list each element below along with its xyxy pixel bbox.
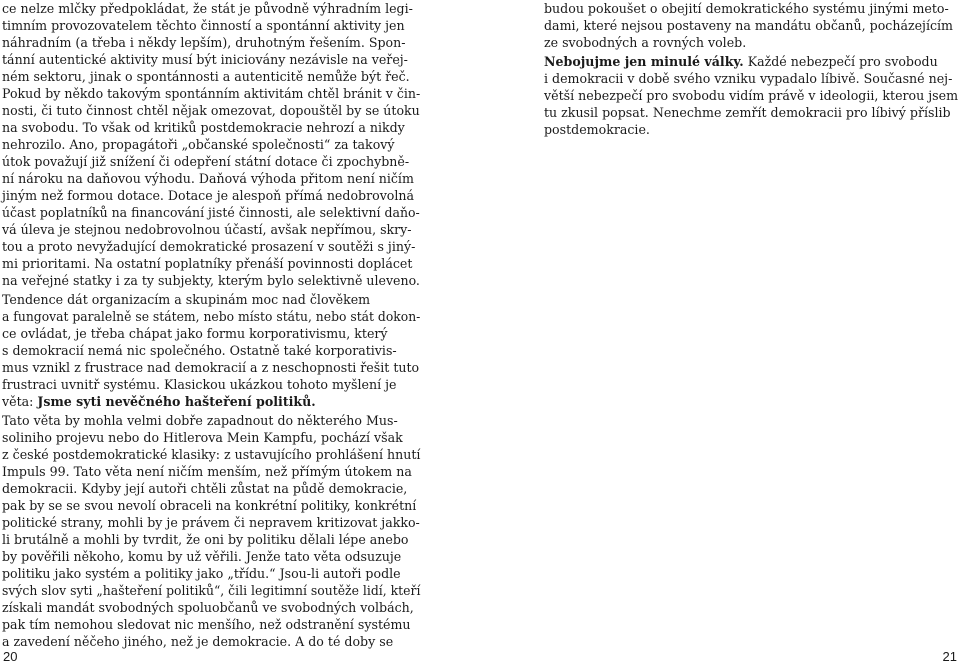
text-line: demokracii. Kdyby její autoři chtěli zůstat na půdě demokracie, <box>2 481 408 496</box>
text-line: soliniho projevu nebo do Hitlerova Mein Kampfu, pochází však <box>2 430 403 445</box>
text-line: vá úleva je stejnou nedobrovolnou účastí, avšak nepřímou, skry- <box>2 222 412 237</box>
text-line: ce ovládat, je třeba chápat jako formu korporativismu, který <box>2 326 388 341</box>
text-line: na veřejné statky i za ty subjekty, kterým bylo selektivně uleveno. <box>2 273 420 288</box>
text-line: budou pokoušet o obejití demokratického systému jinými meto- <box>544 1 949 16</box>
text-line: Tato věta by mohla velmi dobře zapadnout do některého Mus- <box>2 413 398 428</box>
text-line: a fungovat paralelně se státem, nebo místo státu, nebo stát dokon- <box>2 309 421 324</box>
text-line: tánní autentické aktivity musí být iniciovány nezávisle na veřej- <box>2 52 408 67</box>
text-line: frustraci uvnitř systému. Klasickou ukázkou tohoto myšlení je <box>2 377 397 392</box>
text-line: mi prioritami. Na ostatní poplatníky přenáší povinnosti doplácet <box>2 256 413 271</box>
text-line: postdemokracie. <box>544 122 650 137</box>
text-line: pak tím nemohou sledovat nic menšího, než odstranění systému <box>2 617 411 632</box>
text-line: timním provozovatelem těchto činností a spontánní aktivity jen <box>2 18 405 33</box>
page-number-right: 21 <box>942 649 957 664</box>
text-line: útok považují již snížení či odepření státní dotace či zpochybně- <box>2 154 410 169</box>
text-line: účast poplatníků na financování jisté činnosti, ale selektivní daňo- <box>2 205 420 220</box>
text-line: Pokud by někdo takovým spontánním aktivitám chtěl bránit v čin- <box>2 86 421 101</box>
text-line: mus vznikl z frustrace nad demokracií a z neschopnosti řešit tuto <box>2 360 420 375</box>
text-line: Impuls 99. Tato věta není ničím menším, než přímým útokem na <box>2 464 412 479</box>
text-line: li brutálně a mohli by tvrdit, že oni by politiku dělali lépe anebo <box>2 532 409 547</box>
text-line: i demokracii v době svého vzniku vypadalo líbivě. Současné nej- <box>544 71 953 86</box>
text-line: tu zkusil popsat. Nenechme zemřít demokracii pro líbivý příslib <box>544 105 951 120</box>
bold-quote: Jsme syti nevěčného hašteření politiků. <box>37 394 316 409</box>
text-line-with-heading <box>544 53 938 70</box>
text-line: svých slov syti „hašteření politiků“, čili legitimní soutěže lidí, kteří <box>2 583 421 598</box>
text-line: z české postdemokratické klasiky: z ustavujícího prohlášení hnutí <box>2 447 421 462</box>
text-line: jiným než formou dotace. Dotace je alespoň přímá nedobrovolná <box>2 188 415 203</box>
text-line: dami, které nejsou postaveny na mandátu občanů, pocházejícím <box>544 18 953 33</box>
text-line: ném sektoru, jinak o spontánnosti a autenticitě nemůže být řeč. <box>2 69 410 84</box>
text-line: ní nároku na daňovou výhodu. Daňová výhoda přitom není ničím <box>2 171 414 186</box>
text-line: politiku jako systém a politiky jako „třídu.“ Jsou-li autoři podle <box>2 566 401 581</box>
text-line: s demokracií nemá nic společného. Ostatně také korporativis- <box>2 343 397 358</box>
text-line: nehrozilo. Ano, propagátoři „občanské společnosti“ za takový <box>2 137 395 152</box>
text-line: a zavedení něčeho jiného, než je demokracie. A do té doby se <box>2 634 394 649</box>
text-line: by pověřili někoho, komu by už věřili. Jenže tato věta odsuzuje <box>2 549 402 564</box>
text-line: politické strany, mohli by je právem či nepravem kritizovat jakko- <box>2 515 420 530</box>
bold-heading: Nebojujme jen minulé války. <box>544 54 744 69</box>
text-line: na svobodu. To však od kritiků postdemokracie nehrozí a nikdy <box>2 120 405 135</box>
text-line: nosti, či tuto činnost chtěl nějak omezovat, dopouštěl by se útoku <box>2 103 420 118</box>
quote-lead-in: věta: <box>2 394 38 409</box>
text-line: náhradním (a třeba i někdy lepším), druhotným řešením. Spon- <box>2 35 406 50</box>
text-line: pak by se se svou nevolí obraceli na konkrétní politiky, konkrétní <box>2 498 417 513</box>
heading-continuation: Každé nebezpečí pro svobodu <box>743 54 938 69</box>
page-number-left: 20 <box>3 649 18 664</box>
text-line-with-quote <box>2 393 316 410</box>
text-line: získali mandát svobodných spoluobčanů ve svobodných volbách, <box>2 600 414 615</box>
text-line: Tendence dát organizacím a skupinám moc nad člověkem <box>2 292 371 307</box>
text-line: ze svobodných a rovných voleb. <box>544 35 747 50</box>
text-line: ce nelze mlčky předpokládat, že stát je původně výhradním legi- <box>2 1 413 16</box>
text-line: tou a proto nevyžadující demokratické prosazení v soutěži s jiný- <box>2 239 416 254</box>
text-line: větší nebezpečí pro svobodu vidím právě v ideologii, kterou jsem <box>544 88 959 103</box>
